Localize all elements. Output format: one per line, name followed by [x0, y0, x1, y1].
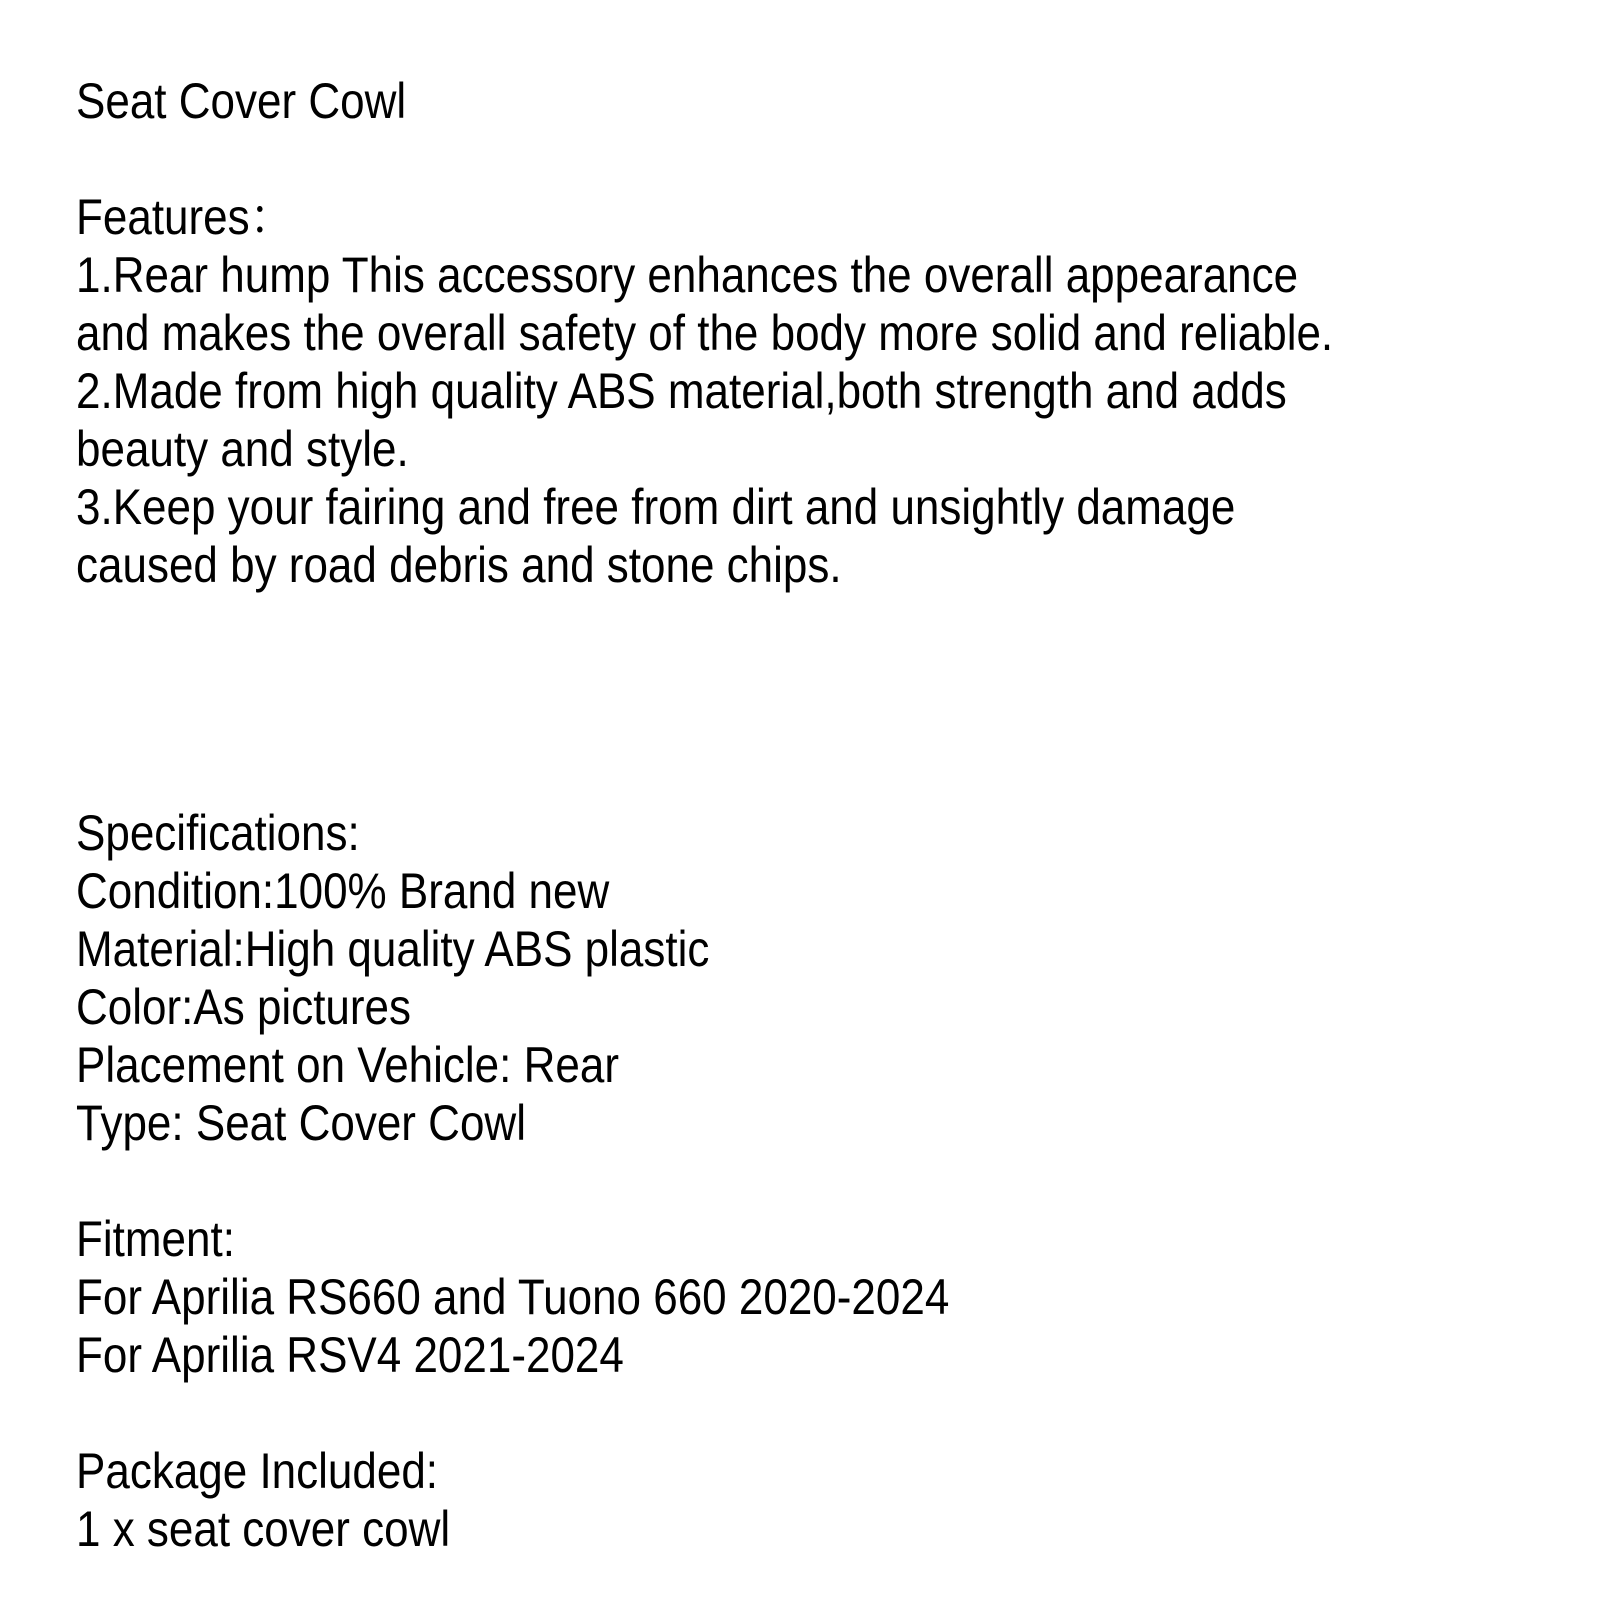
features-heading: Features：	[76, 189, 294, 245]
spec-placement: Placement on Vehicle: Rear	[76, 1037, 619, 1093]
features-section	[76, 188, 1396, 594]
features-line: caused by road debris and stone chips.	[76, 537, 842, 593]
features-line: 2.Made from high quality ABS material,both strength and adds	[76, 363, 1287, 419]
features-line: beauty and style.	[76, 421, 409, 477]
spacer	[76, 594, 1396, 804]
spec-condition: Condition:100% Brand new	[76, 863, 610, 919]
spec-type: Type: Seat Cover Cowl	[76, 1095, 526, 1151]
fitment-heading: Fitment:	[76, 1211, 235, 1267]
spec-color: Color:As pictures	[76, 979, 412, 1035]
specifications-heading: Specifications:	[76, 805, 360, 861]
package-section	[76, 1442, 1396, 1558]
spacer	[76, 1152, 1396, 1210]
package-heading: Package Included:	[76, 1443, 439, 1499]
features-line: 3.Keep your fairing and free from dirt and unsightly damage	[76, 479, 1236, 535]
features-line: and makes the overall safety of the body more solid and reliable.	[76, 305, 1334, 361]
fitment-line: For Aprilia RS660 and Tuono 660 2020-2024	[76, 1269, 950, 1325]
product-title: Seat Cover Cowl	[76, 73, 407, 129]
spacer	[76, 1384, 1396, 1442]
fitment-line: For Aprilia RSV4 2021-2024	[76, 1327, 624, 1383]
spacer	[76, 130, 1396, 188]
specifications-section	[76, 804, 1396, 1152]
spec-material: Material:High quality ABS plastic	[76, 921, 710, 977]
features-line: 1.Rear hump This accessory enhances the overall appearance	[76, 247, 1299, 303]
package-line: 1 x seat cover cowl	[76, 1501, 451, 1557]
product-description	[76, 72, 1396, 1558]
fitment-section	[76, 1210, 1396, 1384]
